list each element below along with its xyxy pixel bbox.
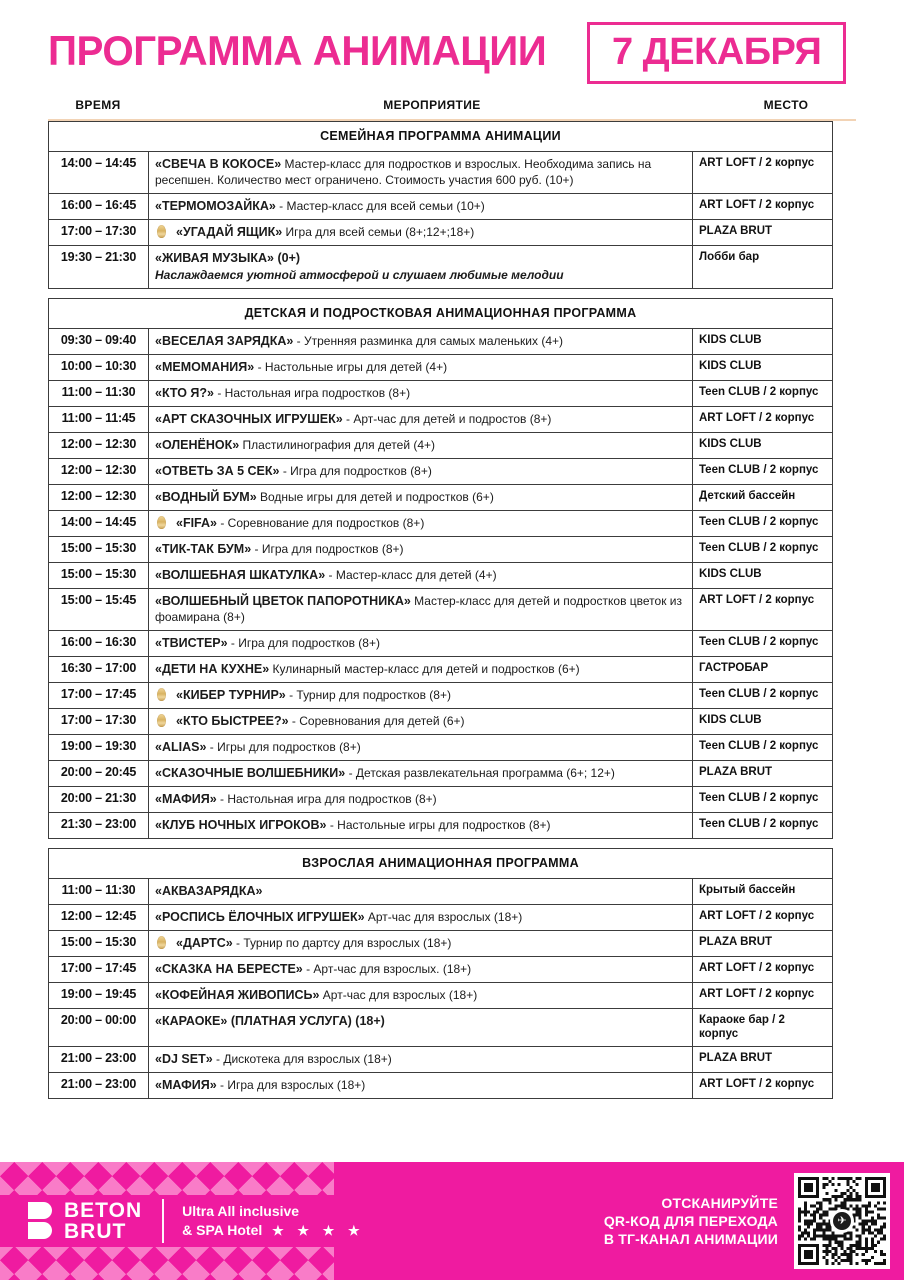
event-title: «МАФИЯ»	[155, 792, 217, 806]
cell-place: Teen CLUB / 2 корпус	[693, 537, 833, 563]
medal-icon	[157, 714, 166, 727]
cell-time: 10:00 – 10:30	[49, 355, 149, 381]
medal-icon	[157, 688, 166, 701]
table-row	[49, 983, 833, 1009]
cell-place: Teen CLUB / 2 корпус	[693, 631, 833, 657]
medal-icon	[157, 936, 166, 949]
table-row	[49, 355, 833, 381]
table-row	[49, 220, 833, 246]
event-description: Мастер-класс для детей и подростков цветок из фоамирана (8+)	[155, 594, 683, 624]
cell-place: KIDS CLUB	[693, 563, 833, 589]
cell-event	[149, 329, 693, 355]
event-title: «ALIAS»	[155, 740, 207, 754]
column-header-time: ВРЕМЯ	[75, 98, 121, 112]
event-title: «КТО Я?»	[155, 386, 214, 400]
date-text: 7 ДЕКАБРЯ	[611, 31, 822, 73]
cell-event	[149, 433, 693, 459]
cell-place: ART LOFT / 2 корпус	[693, 905, 833, 931]
table-row	[49, 511, 833, 537]
event-description: Арт-час для взрослых (18+)	[319, 988, 478, 1002]
cell-time: 16:00 – 16:45	[49, 194, 149, 220]
event-title: «ВЕСЕЛАЯ ЗАРЯДКА»	[155, 334, 294, 348]
event-title: «ВОЛШЕБНЫЙ ЦВЕТОК ПАПОРОТНИКА»	[155, 594, 411, 608]
event-title: «КИБЕР ТУРНИР»	[176, 688, 286, 702]
event-description: - Арт-час для взрослых. (18+)	[302, 962, 472, 976]
cell-place: Teen CLUB / 2 корпус	[693, 381, 833, 407]
event-title: «ЖИВАЯ МУЗЫКА» (0+)	[155, 251, 301, 265]
cell-event	[149, 407, 693, 433]
qr-callout	[604, 1162, 890, 1280]
cell-event	[149, 1073, 693, 1099]
section-title: ДЕТСКАЯ И ПОДРОСТКОВАЯ АНИМАЦИОННАЯ ПРОГРАММА	[49, 299, 833, 329]
cell-place: ART LOFT / 2 корпус	[693, 1073, 833, 1099]
event-description: - Настольные игры для подростков (8+)	[326, 818, 551, 832]
cell-place: ART LOFT / 2 корпус	[693, 194, 833, 220]
event-description: - Игра для подростков (8+)	[279, 464, 432, 478]
cell-event	[149, 683, 693, 709]
table-row	[49, 329, 833, 355]
section-spacer	[49, 839, 833, 849]
section-header-row	[49, 849, 833, 879]
cell-place: Караоке бар / 2 корпус	[693, 1009, 833, 1047]
event-title: «КАРАОКЕ» (ПЛАТНАЯ УСЛУГА) (18+)	[155, 1014, 385, 1028]
event-description: - Настольные игры для детей (4+)	[254, 360, 448, 374]
cell-time: 19:00 – 19:30	[49, 735, 149, 761]
section-title: СЕМЕЙНАЯ ПРОГРАММА АНИМАЦИИ	[49, 122, 833, 152]
event-description: - Игра для подростков (8+)	[251, 542, 404, 556]
event-description: - Турнир по дартсу для взрослых (18+)	[232, 936, 452, 950]
event-title: «КОФЕЙНАЯ ЖИВОПИСЬ»	[155, 988, 320, 1002]
event-title: «ТВИСТЕР»	[155, 636, 228, 650]
event-description: - Мастер-класс для всей семьи (10+)	[275, 199, 485, 213]
section-title: ВЗРОСЛАЯ АНИМАЦИОННАЯ ПРОГРАММА	[49, 849, 833, 879]
event-title: «МЕМОМАНИЯ»	[155, 360, 255, 374]
event-description: - Соревнования для детей (6+)	[288, 714, 465, 728]
cell-event	[149, 709, 693, 735]
cell-event	[149, 246, 693, 289]
event-title: «МАФИЯ»	[155, 1078, 217, 1092]
event-description: Мастер-класс для подростков и взрослых. Необходима запись на ресепшен. Количество мест ограничено. Стоимость участия 600 руб. (10+)	[155, 157, 652, 187]
cell-time: 17:00 – 17:30	[49, 709, 149, 735]
table-row	[49, 683, 833, 709]
event-title: «КТО БЫСТРЕЕ?»	[176, 714, 289, 728]
cell-event	[149, 983, 693, 1009]
column-header-event: МЕРОПРИЯТИЕ	[383, 98, 481, 112]
cell-event	[149, 735, 693, 761]
event-title: «ТЕРМОМОЗАЙКА»	[155, 199, 276, 213]
event-description: - Турнир для подростков (8+)	[285, 688, 451, 702]
event-note: Наслаждаемся уютной атмосферой и слушаем любимые мелодии	[155, 268, 564, 282]
event-description: - Игра для подростков (8+)	[227, 636, 380, 650]
table-row	[49, 631, 833, 657]
star-rating: ★ ★ ★ ★	[272, 1223, 365, 1238]
cell-time: 14:00 – 14:45	[49, 152, 149, 194]
table-row	[49, 1009, 833, 1047]
cell-event	[149, 879, 693, 905]
event-title: «РОСПИСЬ ЁЛОЧНЫХ ИГРУШЕК»	[155, 910, 365, 924]
cell-time: 20:00 – 21:30	[49, 787, 149, 813]
cell-time: 15:00 – 15:30	[49, 537, 149, 563]
table-row	[49, 787, 833, 813]
event-title: «СВЕЧА В КОКОСЕ»	[155, 157, 282, 171]
cell-time: 09:30 – 09:40	[49, 329, 149, 355]
cell-time: 20:00 – 20:45	[49, 761, 149, 787]
event-description: - Игра для взрослых (18+)	[216, 1078, 366, 1092]
tagline-line-2-wrap	[182, 1221, 364, 1240]
cell-place: ART LOFT / 2 корпус	[693, 407, 833, 433]
cell-time: 11:00 – 11:45	[49, 407, 149, 433]
scan-line-1: ОТСКАНИРУЙТЕ	[661, 1195, 778, 1211]
event-title: «АРТ СКАЗОЧНЫХ ИГРУШЕК»	[155, 412, 343, 426]
tagline-line-2: & SPA Hotel	[182, 1222, 263, 1238]
cell-place: Teen CLUB / 2 корпус	[693, 683, 833, 709]
cell-place: Детский бассейн	[693, 485, 833, 511]
scan-line-2: QR-КОД ДЛЯ ПЕРЕХОДА	[603, 1213, 778, 1229]
cell-event	[149, 537, 693, 563]
table-column-headers	[48, 98, 856, 121]
table-row	[49, 537, 833, 563]
cell-place: KIDS CLUB	[693, 329, 833, 355]
tagline-line-1: Ultra All inclusive	[182, 1203, 300, 1219]
cell-place: PLAZA BRUT	[693, 761, 833, 787]
cell-time: 12:00 – 12:30	[49, 485, 149, 511]
cell-time: 11:00 – 11:30	[49, 381, 149, 407]
event-title: «КЛУБ НОЧНЫХ ИГРОКОВ»	[155, 818, 327, 832]
table-row	[49, 589, 833, 631]
cell-place: ART LOFT / 2 корпус	[693, 152, 833, 194]
scan-line-3: В ТГ-КАНАЛ АНИМАЦИИ	[603, 1231, 778, 1247]
cell-event	[149, 355, 693, 381]
event-title: «FIFA»	[176, 516, 217, 530]
date-badge	[587, 22, 846, 84]
cell-place: ГАСТРОБАР	[693, 657, 833, 683]
cell-time: 20:00 – 00:00	[49, 1009, 149, 1047]
table-row	[49, 761, 833, 787]
cell-event	[149, 511, 693, 537]
cell-place: PLAZA BRUT	[693, 1047, 833, 1073]
event-title: «ВОДНЫЙ БУМ»	[155, 490, 257, 504]
table-row	[49, 194, 833, 220]
cell-event	[149, 220, 693, 246]
table-row	[49, 957, 833, 983]
cell-event	[149, 813, 693, 839]
event-title: «УГАДАЙ ЯЩИК»	[176, 225, 283, 239]
event-title: «АКВАЗАРЯДКА»	[155, 884, 263, 898]
cell-event	[149, 194, 693, 220]
event-description: - Мастер-класс для детей (4+)	[325, 568, 497, 582]
cell-time: 16:30 – 17:00	[49, 657, 149, 683]
cell-time: 17:00 – 17:45	[49, 957, 149, 983]
table-row	[49, 459, 833, 485]
cell-event	[149, 381, 693, 407]
page-title: ПРОГРАММА АНИМАЦИИ	[48, 27, 547, 74]
cell-place: KIDS CLUB	[693, 709, 833, 735]
cell-time: 16:00 – 16:30	[49, 631, 149, 657]
table-row	[49, 381, 833, 407]
event-description: - Игры для подростков (8+)	[206, 740, 361, 754]
section-header-row	[49, 299, 833, 329]
cell-time: 17:00 – 17:45	[49, 683, 149, 709]
event-description: - Утренняя разминка для самых маленьких (4+)	[293, 334, 564, 348]
event-description: - Дискотека для взрослых (18+)	[212, 1052, 392, 1066]
cell-time: 12:00 – 12:30	[49, 459, 149, 485]
cell-place: Teen CLUB / 2 корпус	[693, 813, 833, 839]
schedule-table	[48, 121, 833, 1099]
cell-time: 19:30 – 21:30	[49, 246, 149, 289]
cell-event	[149, 787, 693, 813]
cell-time: 15:00 – 15:45	[49, 589, 149, 631]
cell-time: 15:00 – 15:30	[49, 563, 149, 589]
cell-place: KIDS CLUB	[693, 433, 833, 459]
telegram-icon: ✈	[830, 1209, 854, 1233]
table-row	[49, 152, 833, 194]
cell-event	[149, 152, 693, 194]
event-title: «ОТВЕТЬ ЗА 5 СЕК»	[155, 464, 280, 478]
cell-place: ART LOFT / 2 корпус	[693, 957, 833, 983]
cell-place: Лобби бар	[693, 246, 833, 289]
event-description: - Арт-час для детей и подростов (8+)	[342, 412, 552, 426]
cell-event	[149, 657, 693, 683]
section-spacer	[49, 289, 833, 299]
cell-time: 15:00 – 15:30	[49, 931, 149, 957]
scan-instructions	[604, 1194, 778, 1248]
cell-place: ART LOFT / 2 корпус	[693, 589, 833, 631]
cell-time: 21:00 – 23:00	[49, 1073, 149, 1099]
table-row	[49, 735, 833, 761]
cell-place: ART LOFT / 2 корпус	[693, 983, 833, 1009]
table-row	[49, 879, 833, 905]
cell-place: PLAZA BRUT	[693, 220, 833, 246]
section-header-row	[49, 122, 833, 152]
event-title: «СКАЗОЧНЫЕ ВОЛШЕБНИКИ»	[155, 766, 346, 780]
event-description: Водные игры для детей и подростков (6+)	[256, 490, 494, 504]
cell-time: 12:00 – 12:30	[49, 433, 149, 459]
cell-time: 12:00 – 12:45	[49, 905, 149, 931]
event-description: - Настольная игра для подростков (8+)	[216, 792, 437, 806]
qr-code[interactable]	[794, 1173, 890, 1269]
event-title: «СКАЗКА НА БЕРЕСТЕ»	[155, 962, 303, 976]
table-row	[49, 433, 833, 459]
cell-time: 11:00 – 11:30	[49, 879, 149, 905]
table-row	[49, 485, 833, 511]
table-row	[49, 905, 833, 931]
cell-time: 17:00 – 17:30	[49, 220, 149, 246]
cell-event	[149, 589, 693, 631]
table-row	[49, 407, 833, 433]
brand-line-1: BETON	[64, 1199, 143, 1222]
cell-place: Крытый бассейн	[693, 879, 833, 905]
table-row	[49, 246, 833, 289]
cell-event	[149, 459, 693, 485]
table-row	[49, 709, 833, 735]
brand-line-2: BRUT	[64, 1220, 127, 1243]
cell-event	[149, 957, 693, 983]
cell-place: Teen CLUB / 2 корпус	[693, 787, 833, 813]
table-row	[49, 657, 833, 683]
event-title: «ВОЛШЕБНАЯ ШКАТУЛКА»	[155, 568, 326, 582]
cell-event	[149, 485, 693, 511]
event-title: «ДАРТС»	[176, 936, 233, 950]
table-row	[49, 563, 833, 589]
footer-banner	[0, 1162, 904, 1280]
brand-name	[64, 1200, 142, 1242]
table-row	[49, 813, 833, 839]
event-description: - Детская развлекательная программа (6+; 12+)	[345, 766, 615, 780]
cell-place: Teen CLUB / 2 корпус	[693, 735, 833, 761]
cell-place: KIDS CLUB	[693, 355, 833, 381]
event-description: Пластилинография для детей (4+)	[239, 438, 436, 452]
cell-event	[149, 905, 693, 931]
event-title: «ТИК-ТАК БУМ»	[155, 542, 252, 556]
cell-place: PLAZA BRUT	[693, 931, 833, 957]
table-row	[49, 1073, 833, 1099]
event-description: - Настольная игра подростков (8+)	[213, 386, 411, 400]
cell-event	[149, 1047, 693, 1073]
cell-time: 14:00 – 14:45	[49, 511, 149, 537]
cell-place: Teen CLUB / 2 корпус	[693, 459, 833, 485]
event-description: Игра для всей семьи (8+;12+;18+)	[282, 225, 475, 239]
column-header-place: МЕСТО	[763, 98, 809, 112]
logo-divider	[162, 1199, 164, 1243]
cell-event	[149, 631, 693, 657]
cell-time: 21:30 – 23:00	[49, 813, 149, 839]
hotel-tagline	[182, 1202, 364, 1240]
cell-event	[149, 563, 693, 589]
event-description: Кулинарный мастер-класс для детей и подростков (6+)	[269, 662, 580, 676]
cell-event	[149, 1009, 693, 1047]
event-title: «ОЛЕНЁНОК»	[155, 438, 240, 452]
event-title: «ДЕТИ НА КУХНЕ»	[155, 662, 270, 676]
poster-header	[0, 0, 904, 92]
beton-brut-logo-icon	[28, 1201, 54, 1241]
hotel-logo	[28, 1199, 365, 1243]
event-description: Арт-час для взрослых (18+)	[364, 910, 523, 924]
cell-place: Teen CLUB / 2 корпус	[693, 511, 833, 537]
cell-event	[149, 931, 693, 957]
event-description: - Соревнование для подростков (8+)	[217, 516, 425, 530]
event-title: «DJ SET»	[155, 1052, 213, 1066]
medal-icon	[157, 225, 166, 238]
medal-icon	[157, 516, 166, 529]
table-row	[49, 1047, 833, 1073]
cell-event	[149, 761, 693, 787]
cell-time: 19:00 – 19:45	[49, 983, 149, 1009]
cell-time: 21:00 – 23:00	[49, 1047, 149, 1073]
table-row	[49, 931, 833, 957]
